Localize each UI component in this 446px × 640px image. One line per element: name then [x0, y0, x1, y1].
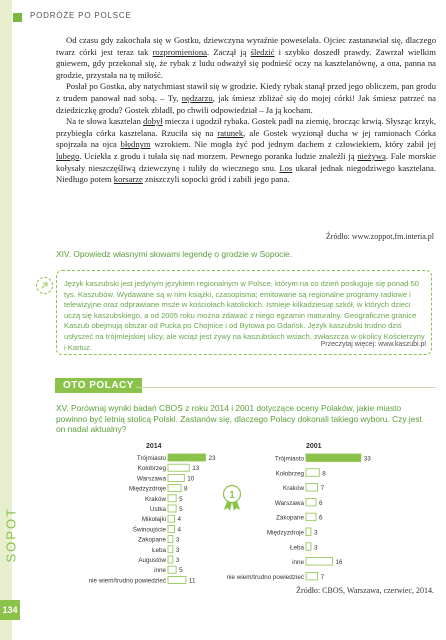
bar-2014-warszawa: [168, 474, 184, 481]
bar-2014-tr-jmiasto: [168, 454, 205, 461]
medal-ribbon-right: [232, 501, 240, 511]
category-label-2014-warszawa: Warszawa: [136, 475, 166, 483]
bar-2001-inne: [306, 558, 333, 566]
value-label-2001-nie-wiem-trudno-powiedzie: 7: [320, 573, 325, 581]
value-label-2001-tr-jmiasto: 33: [363, 455, 371, 463]
value-label-2001-inne: 16: [335, 559, 343, 567]
medal-ribbon-left: [224, 501, 232, 511]
category-label-2014-ko-obrzeg: Kołobrzeg: [137, 465, 166, 473]
category-label-2001-zakopane: Zakopane: [275, 514, 304, 522]
category-label-2014-mi-dzyzdroje: Międzyzdroje: [128, 485, 166, 493]
value-label-2001-zakopane: 6: [318, 514, 323, 522]
value-label-2014-ustka: 5: [179, 506, 183, 513]
bar-2014-ustka: [168, 505, 176, 512]
category-label-2014-nie-wiem-trudno-powiedzie: nie wiem/trudno powiedzieć: [88, 577, 166, 585]
bar-2001-tr-jmiasto: [306, 454, 361, 462]
medal-number: 1: [229, 490, 235, 501]
section-banner: OTO POLACY: [55, 378, 142, 393]
bar-2014-eba: [168, 546, 173, 553]
bar-2014-mi-dzyzdroje: [168, 485, 181, 492]
category-label-2001-nie-wiem-trudno-powiedzie: nie wiem/trudno powiedzieć: [226, 573, 304, 581]
category-label-2014-inne: inne: [154, 567, 166, 575]
bar-2001-krak-w: [306, 484, 318, 492]
value-label-2014-nie-wiem-trudno-powiedzie: 11: [188, 577, 196, 585]
value-label-2001-warszawa: 6: [318, 499, 323, 507]
info-source: Przeczytaj więcej: www.kaszubi.pl: [320, 341, 426, 348]
value-label-2001-eba: 3: [313, 544, 318, 552]
value-label-2014-winouj-cie: 4: [177, 526, 182, 534]
value-label-2014-eba: 3: [175, 546, 180, 554]
bar-2014-nie-wiem-trudno-powiedzie: [168, 576, 186, 583]
value-label-2014-august-w: 3: [175, 557, 180, 564]
bar-2001-nie-wiem-trudno-powiedzie: [306, 572, 318, 580]
task-15: XV. Porównaj wyniki badań CBOS z roku 2014 i 2001 dotyczące oceny Polaków, jakie miasto powinno być letnią stolicą Polski. Zastanów się, dlaczego Polacy dokonali takiego wyboru. Czy jest on nadal aktualny?: [56, 403, 422, 434]
page-number: 134: [0, 600, 20, 620]
info-text: Język kaszubski jest jedynym językiem regionalnym w Polsce, którym na co dzień posługuje się ponad 50 tys. Kaszubów. Wydawane są w nim książki, czasopisma; emitowane są regionalne programy radiowe i telewizyjne oraz odprawiane msze w kościołach katolickich. Istnieje kilkadziesiąt szkół, w których dzieci uczą się kaszubskiego, a od 2005 roku można zdawać z niego egzamin maturalny. Geograficzne granice Kaszub obejmują obszar od Pucka po Chojnice i od Bytowa po Gdańsk. Język kaszubski trudno dziś usłyszeć na trójmiejskiej ulicy, ale wciąż jest żywy na kaszubskich wsiach, zwłaszcza w okolicy Kościerzyny i Kartuz.: [64, 279, 425, 352]
value-label-2014-warszawa: 10: [187, 475, 195, 483]
value-label-2014-miko-ajki: 4: [177, 516, 182, 524]
category-label-2014-miko-ajki: Mikołajki: [141, 516, 166, 524]
category-label-2014-ustka: Ustka: [149, 506, 166, 513]
value-label-2001-krak-w: 7: [320, 485, 325, 493]
category-label-2014-tr-jmiasto: Trójmiasto: [136, 455, 166, 462]
category-label-2001-ko-obrzeg: Kołobrzeg: [275, 470, 304, 478]
story-paragraph-3: Na te słowa kasztelan dobył miecza i ugodził rybaka. Gostek padł na ziemię, brocząc krwią. Słysząc krzyk, przybiegła córka kasztelana. Rzuciła się na ratunek, ale Gostek wyzionął ducha w jej ramionach Córka spojrzała na ojca błędnym wzrokiem. Nie mogła żyć pod jednym dachem z człowiekiem, który zabił jej lubego. Uciekła z grodu i tułała się nad morzem. Pewnego poranka ludzie znaleźli ją nieżywą. Fale morskie kołysały nieszczęśliwą dziewczynę i tuliły do wiecznego snu. Los ukarał jednak niegodziwego kasztelana. Niedługo potem korsarze zniszczyli sopocki gród i zabili jego pana.: [56, 116, 437, 185]
bar-2014-krak-w: [168, 495, 176, 502]
category-label-2001-mi-dzyzdroje: Międzyzdroje: [266, 529, 304, 537]
bar-2001-zakopane: [306, 513, 316, 521]
bar-2014-miko-ajki: [168, 515, 175, 522]
story-source: Źródło: www.zoppot.fm.interia.pl: [325, 232, 434, 241]
value-label-2014-zakopane: 3: [175, 536, 180, 544]
value-label-2001-ko-obrzeg: 8: [322, 470, 326, 478]
side-title: SOPOT: [3, 506, 19, 563]
category-label-2001-warszawa: Warszawa: [274, 499, 304, 507]
value-label-2014-mi-dzyzdroje: 8: [184, 485, 188, 493]
value-label-2014-krak-w: 5: [179, 495, 183, 503]
bar-2001-warszawa: [306, 498, 316, 506]
bar-2014-ko-obrzeg: [168, 464, 189, 471]
bar-2001-ko-obrzeg: [306, 469, 319, 477]
bar-2014-zakopane: [168, 536, 173, 543]
value-label-2014-tr-jmiasto: 23: [208, 455, 216, 462]
category-label-2014-august-w: Augustów: [138, 557, 166, 564]
category-label-2014-eba: Łeba: [151, 546, 166, 554]
story-paragraph-1: Od czasu gdy zakochała się w Gostku, dziewczyna wyraźnie poweselała. Ojciec zastanawiał się, dlaczego twarz córki jest teraz tak rozpromieniona. Zaczął ją śledzić i szybko doszedł prawdy. Zawrzał wielkim gniewem, gdy przekonał się, że rybak z ludu odważył się podnieść oczy na kasztelanównę, a ona, panna na grodzie, przystała na tę miłość.: [56, 35, 436, 80]
category-label-2001-eba: Łeba: [289, 544, 304, 552]
value-label-2001-mi-dzyzdroje: 3: [313, 529, 318, 537]
bar-2014-august-w: [168, 556, 173, 563]
category-label-2014-winouj-cie: Świnoujście: [132, 526, 166, 534]
value-label-2014-inne: 5: [179, 567, 183, 575]
bar-2001-mi-dzyzdroje: [306, 528, 311, 536]
chart-2001-year: 2001: [306, 443, 322, 450]
category-label-2001-tr-jmiasto: Trójmiasto: [274, 455, 304, 463]
chart-2014-year: 2014: [146, 443, 162, 450]
bar-2014-inne: [168, 566, 176, 573]
category-label-2001-krak-w: Kraków: [283, 485, 304, 493]
value-label-2014-ko-obrzeg: 13: [192, 465, 200, 473]
section-title: PODRÓŻE PO POLSCE: [30, 11, 132, 20]
chart-source: Źródło: CBOS, Warszawa, czerwiec, 2014.: [296, 586, 434, 595]
task-14: XIV. Opowiedz własnymi słowami legendę o grodzie w Sopocie.: [56, 249, 293, 259]
story-paragraph-2: Posłał po Gostka, aby natychmiast stawił się w grodzie. Kiedy rybak stanął przed jego obliczem, pan grodu z trudem panował nad sobą. – Ty, nędzarzu, jak śmiesz zbliżać się do mojej córki! Jak śmiesz patrzeć na dziedziczkę grodu? Gostek zbladł, po chwili odpowiedział – Ja ją kocham.: [56, 81, 436, 115]
bar-2014-winouj-cie: [168, 525, 175, 532]
category-label-2014-krak-w: Kraków: [145, 495, 166, 503]
category-label-2014-zakopane: Zakopane: [137, 536, 166, 544]
bar-2001-eba: [306, 543, 311, 551]
category-label-2001-inne: inne: [292, 559, 304, 567]
